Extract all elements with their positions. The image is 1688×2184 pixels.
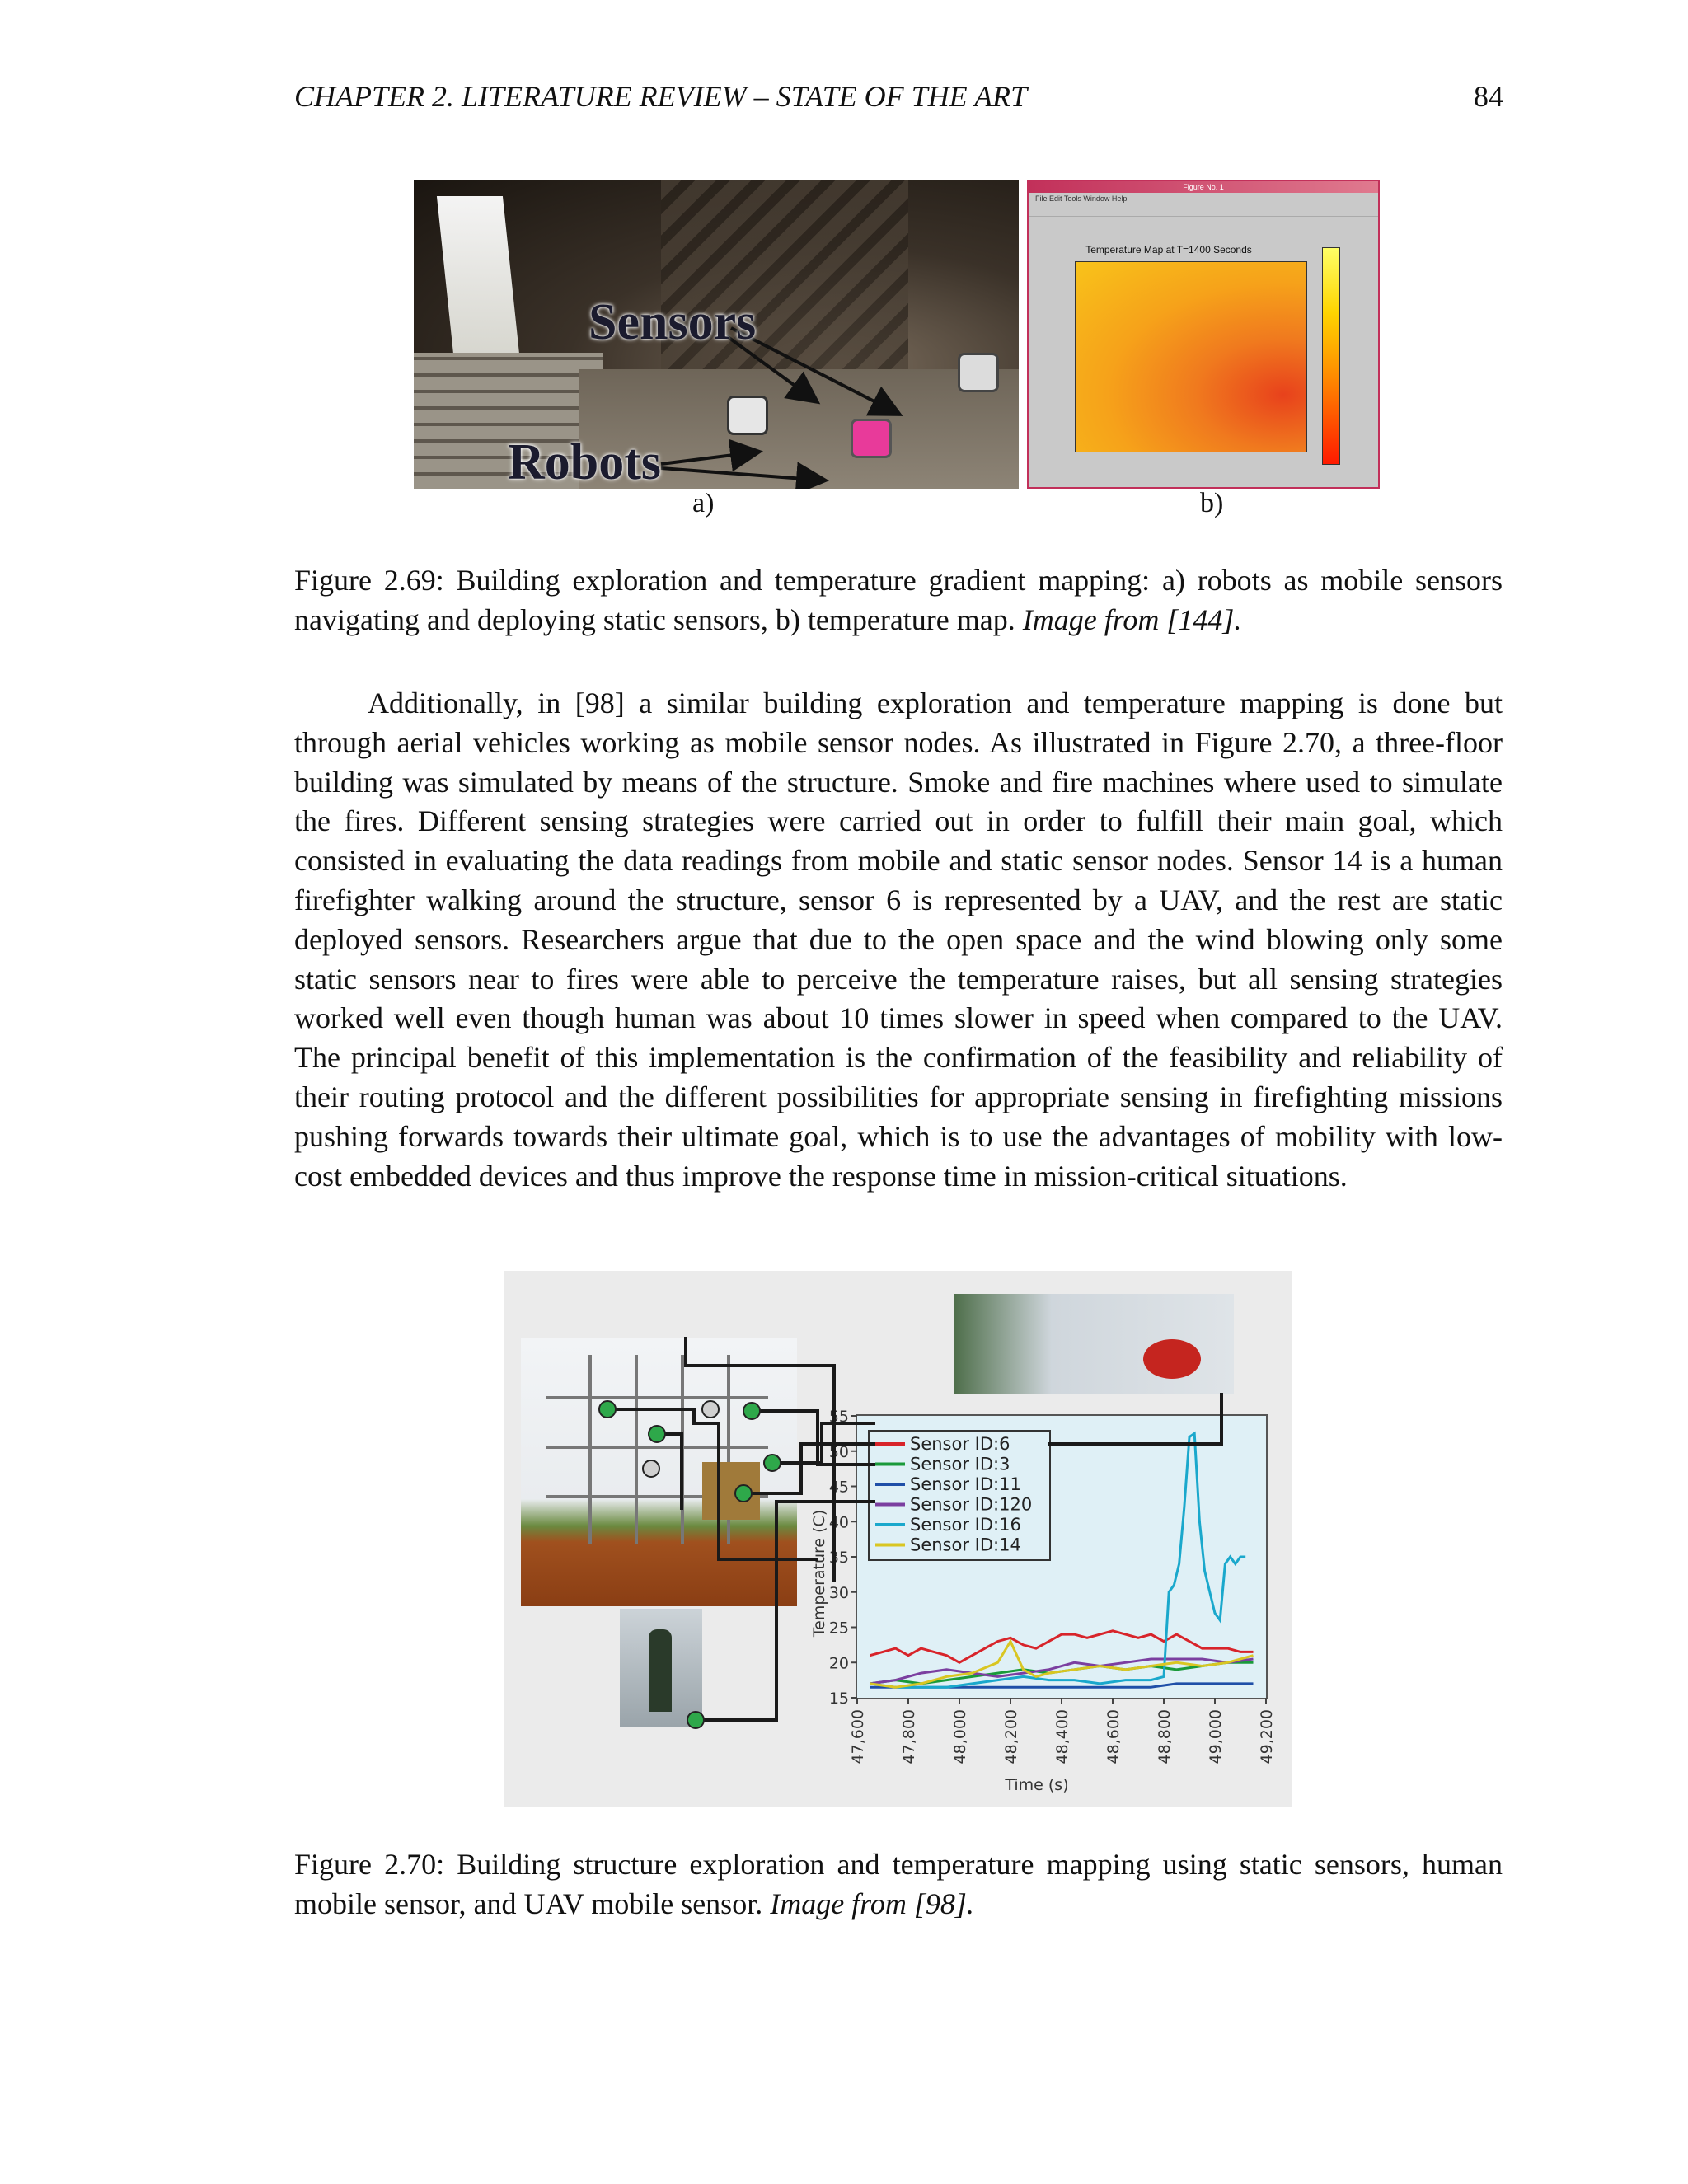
caption-text: Figure 2.70: Building structure exploration and temperature mapping using static sensors, human mobile sensor, and UAV mobile sensor. (294, 1848, 1503, 1920)
y-tick-label: 40 (828, 1513, 849, 1532)
legend-entry: Sensor ID:16 (910, 1515, 1021, 1535)
x-tick-label: 47,800 (900, 1709, 918, 1765)
legend-entry: Sensor ID:120 (910, 1494, 1033, 1515)
figure-2-69-map-window (1027, 180, 1380, 489)
x-tick-label: 48,800 (1156, 1709, 1174, 1765)
sensor-node-marker (649, 1426, 665, 1442)
figure-2-69-caption (294, 560, 1503, 640)
y-tick-label: 35 (828, 1549, 849, 1567)
connector-line (698, 1502, 875, 1720)
legend-entry: Sensor ID:11 (910, 1474, 1021, 1494)
robots-label: Robots (508, 434, 662, 489)
y-tick-label: 30 (828, 1583, 849, 1602)
sensor-node-marker (643, 1460, 659, 1477)
connector-line (657, 1434, 682, 1510)
y-tick-label: 25 (828, 1619, 849, 1638)
y-tick-label: 45 (828, 1478, 849, 1497)
legend-entry: Sensor ID:6 (910, 1434, 1010, 1454)
sensor-node-marker (735, 1485, 752, 1502)
body-paragraph: Additionally, in [98] a similar building exploration and temperature mapping is done but through aerial vehicles working as mobile sensor nodes. As illustrated in Figure 2.70, a three-floor building was simulated by means of the structure. Smoke and fire machines where used to simulate the fires. Different sensing strategies were carried out in order to fulfill their main goal, which consisted in evaluating the data readings from mobile and static sensor nodes. Sensor 14 is a human firefighter walking around the structure, sensor 6 is represented by a UAV, and the rest are static deployed sensors. Researchers argue that due to the open space and the wind blowing only some static sensors near to fires were able to perceive the temperature raises, but all sensing strategies worked well even though human was about 10 times slower in speed when compared to the UAV. The principal benefit of this implementation is the confirmation of the feasibility and reliability of their routing protocol and the different possibilities for appropriate sensing in firefighting missions pushing forwards towards their ultimate goal, which is to use the advantages of mobility with low-cost embedded devices and thus improve the response time in mission-critical situations. (294, 687, 1503, 1193)
sensor-node-marker (764, 1455, 781, 1471)
x-tick-label: 49,000 (1207, 1709, 1225, 1765)
colorbar (1322, 247, 1340, 465)
sensors-label: Sensors (588, 294, 757, 350)
temperature-chart (504, 1271, 1292, 1807)
sensor-node-marker (687, 1712, 704, 1728)
caption-source: Image from [98]. (770, 1887, 974, 1920)
x-tick-label: 48,600 (1104, 1709, 1123, 1765)
subfigure-label-b: b) (1200, 488, 1224, 518)
y-tick-label: 55 (828, 1408, 849, 1426)
y-axis-label: Temperature (C) (810, 1509, 828, 1638)
caption-source: Image from [144]. (1022, 603, 1242, 636)
subfigure-label-a: a) (692, 488, 715, 518)
x-tick-label: 47,600 (849, 1709, 867, 1765)
sensor-node-marker (743, 1403, 760, 1419)
connector-line (607, 1409, 818, 1559)
map-plot-title: Temperature Map at T=1400 Seconds (1085, 244, 1252, 255)
map-window-titlebar: Figure No. 1 (1029, 181, 1378, 193)
figure-2-70 (504, 1271, 1292, 1807)
x-tick-label: 49,200 (1258, 1709, 1276, 1765)
x-tick-label: 48,400 (1053, 1709, 1071, 1765)
page-number: 84 (1474, 80, 1503, 113)
y-tick-label: 20 (828, 1654, 849, 1673)
running-header-chapter: CHAPTER 2. LITERATURE REVIEW – STATE OF THE ART (294, 80, 1027, 113)
sensor-node-marker (702, 1401, 719, 1418)
figure-2-70-caption (294, 1844, 1503, 1924)
y-tick-label: 50 (828, 1442, 849, 1461)
x-tick-label: 48,000 (951, 1709, 969, 1765)
map-window-toolbar (1029, 204, 1378, 217)
y-tick-label: 15 (828, 1690, 849, 1708)
legend-entry: Sensor ID:3 (910, 1454, 1010, 1474)
caption-text: Figure 2.69: Building exploration and temperature gradient mapping: a) robots as mobile sensors navigating and deploying static sensors, b) temperature map. (294, 564, 1503, 636)
figure-2-69-photo (414, 180, 1019, 489)
legend-entry: Sensor ID:14 (910, 1535, 1021, 1555)
sensor-node-marker (599, 1401, 616, 1418)
temperature-heatmap (1075, 261, 1307, 452)
x-axis-label: Time (s) (1005, 1776, 1069, 1794)
map-window-menubar: File Edit Tools Window Help (1035, 194, 1128, 203)
x-tick-label: 48,200 (1002, 1709, 1020, 1765)
